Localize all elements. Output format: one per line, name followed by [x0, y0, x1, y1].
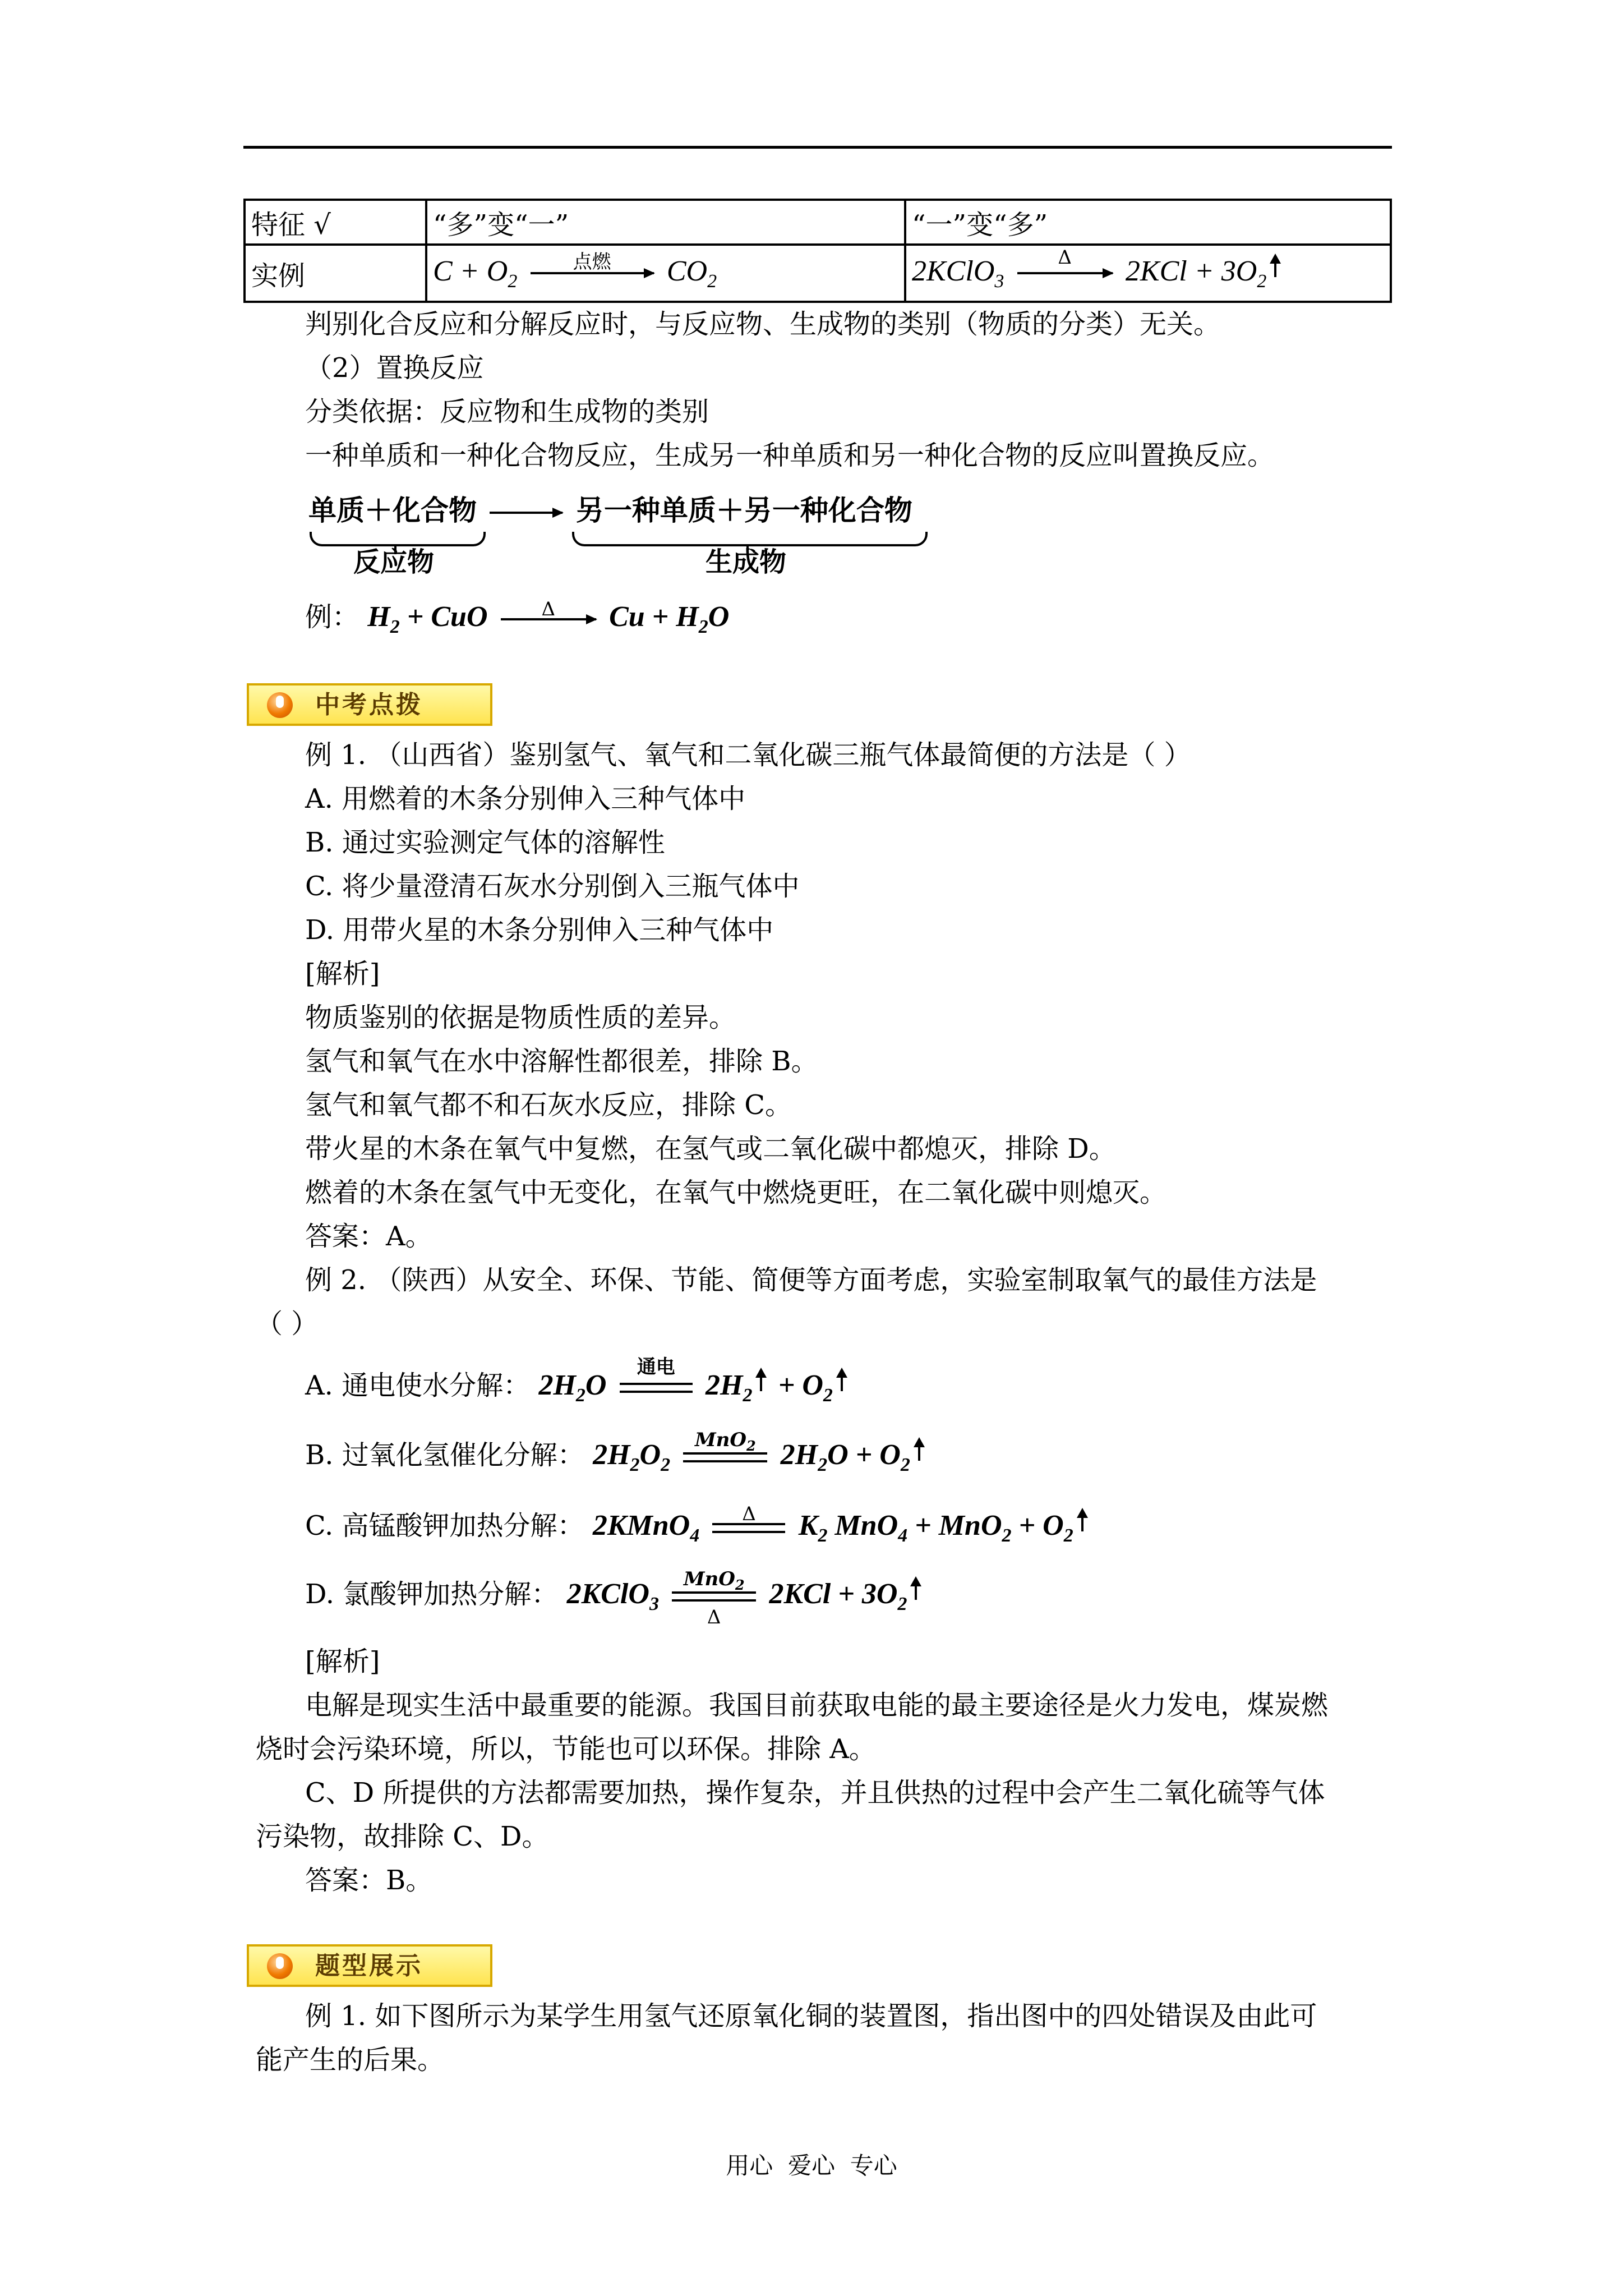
table-cell-decompose-feature: “一”变“多” — [905, 200, 1391, 245]
gas-up-arrow-icon — [918, 1439, 920, 1461]
brace-reactants — [310, 532, 486, 546]
classification-basis: 分类依据：反应物和生成物的类别 — [305, 396, 709, 427]
option-label: C. 高锰酸钾加热分解： — [305, 1510, 584, 1542]
bullet-icon — [267, 692, 293, 718]
question-3: 例 1. 如下图所示为某学生用氢气还原氧化铜的装置图，指出图中的四处错误及由此可 — [305, 2000, 1317, 2032]
section-banner-exam-tips — [247, 683, 492, 726]
banner-title: 中考点拨 — [315, 691, 423, 719]
reaction-comparison-table — [243, 199, 1392, 303]
analysis-line: 电解是现实生活中最重要的能源。我国目前获取电能的最主要途径是火力发电，煤炭燃 — [305, 1690, 1329, 1721]
reaction-condition: 点燃 — [573, 251, 611, 273]
table-cell-feature-label: 特征 √ — [245, 200, 426, 245]
option-c: C. 将少量澄清石灰水分别倒入三瓶气体中 — [305, 871, 800, 902]
scheme-products: 另一种单质＋另一种化合物 — [575, 494, 912, 527]
analysis-line: 烧时会污染环境，所以，节能也可以环保。排除 A。 — [256, 1733, 876, 1765]
equals-sign — [620, 1355, 693, 1393]
table-cell-example-label: 实例 — [245, 245, 426, 302]
table-cell-combine-equation: $C + O_2$ 点燃 $CO_2$ — [426, 245, 905, 302]
option-d: D. 氯酸钾加热分解： 2KClO$_3$ MnO$_2$ Δ $2KCl + 3O_2$ — [305, 1577, 917, 1621]
table-cell-decompose-equation: 2KClO$_3$ Δ $2KCl + 3O_2$ — [905, 245, 1391, 302]
gas-up-arrow-icon — [1274, 256, 1276, 277]
option-label: B. 过氧化氢催化分解： — [305, 1439, 584, 1471]
gas-up-arrow-icon — [841, 1370, 843, 1391]
option-b: B. 过氧化氢催化分解： $2H_2O_2$ MnO$_2$ $2H_2O + O_2$ — [305, 1438, 920, 1482]
equals-sign — [683, 1428, 767, 1462]
option-d: D. 用带火星的木条分别伸入三种气体中 — [305, 914, 774, 946]
analysis-line: 带火星的木条在氧气中复燃，在氢气或二氧化碳中都熄灭，排除 D。 — [305, 1133, 1116, 1165]
question-2: 例 2. （陕西）从安全、环保、节能、简便等方面考虑，实验室制取氧气的最佳方法是 — [305, 1264, 1317, 1296]
reaction-condition: Δ — [707, 1605, 721, 1628]
question-1: 例 1. （山西省）鉴别氢气、氧气和二氧化碳三瓶气体最简便的方法是（ ） — [305, 739, 1191, 771]
header-rule — [243, 146, 1392, 149]
answer: 答案：A。 — [305, 1221, 432, 1252]
reactants-label: 反应物 — [353, 546, 435, 578]
question-2-blank: （ ） — [256, 1308, 319, 1340]
option-label: A. 通电使水分解： — [305, 1370, 531, 1401]
reaction-condition: 通电 — [637, 1355, 675, 1378]
scheme-reactants: 单质＋化合物 — [308, 494, 477, 527]
arrow-icon — [531, 251, 654, 274]
analysis-heading: [解析] — [305, 958, 380, 990]
analysis-line: 氢气和氧气在水中溶解性都很差，排除 B。 — [305, 1046, 818, 1077]
analysis-heading: [解析] — [305, 1646, 380, 1677]
reaction-condition: Δ — [742, 1502, 756, 1525]
displacement-scheme — [308, 494, 912, 527]
option-a: A. 通电使水分解： $2H_2O$ 通电 $2H_2 + O_2$ — [305, 1369, 843, 1412]
reaction-condition: Δ — [1058, 246, 1072, 269]
gas-up-arrow-icon — [1081, 1510, 1083, 1531]
reaction-condition: MnO$_2$ — [695, 1428, 756, 1454]
analysis-line: 燃着的木条在氢气中无变化，在氧气中燃烧更旺，在二氧化碳中则熄灭。 — [305, 1177, 1167, 1208]
reaction-condition: Δ — [541, 597, 556, 620]
table-cell-combine-feature: “多”变“一” — [426, 200, 905, 245]
arrow-icon — [490, 512, 562, 514]
note-text: 判别化合反应和分解反应时，与反应物、生成物的类别（物质的分类）无关。 — [305, 309, 1221, 340]
equals-sign — [712, 1502, 785, 1533]
option-b: B. 通过实验测定气体的溶解性 — [305, 827, 665, 858]
subsection-title: （2）置换反应 — [305, 352, 484, 384]
page-footer: 用心 爱心 专心 — [726, 2152, 897, 2179]
arrow-icon — [1017, 246, 1113, 274]
option-label: D. 氯酸钾加热分解： — [305, 1579, 559, 1610]
arrow-icon — [501, 597, 596, 620]
option-c: C. 高锰酸钾加热分解： 2KMnO$_4$ Δ $K_2$ $MnO_4 + MnO_2 + O_2$ — [305, 1509, 1083, 1553]
analysis-line: C、D 所提供的方法都需要加热，操作复杂，并且供热的过程中会产生二氧化硫等气体 — [305, 1777, 1325, 1809]
analysis-line: 氢气和氧气都不和石灰水反应，排除 C。 — [305, 1089, 792, 1121]
question-3-cont: 能产生的后果。 — [256, 2044, 445, 2076]
analysis-line: 物质鉴别的依据是物质性质的差异。 — [305, 1002, 736, 1033]
gas-up-arrow-icon — [760, 1370, 762, 1391]
option-a: A. 用燃着的木条分别伸入三种气体中 — [305, 783, 746, 815]
analysis-line: 污染物，故排除 C、D。 — [256, 1821, 549, 1852]
example-prefix: 例： — [305, 601, 359, 633]
reaction-condition: MnO$_2$ — [683, 1567, 745, 1593]
equals-sign — [672, 1567, 756, 1628]
bullet-icon — [267, 1953, 293, 1979]
products-label: 生成物 — [706, 546, 787, 578]
brace-products — [572, 532, 928, 546]
example-equation: 例： $H_2$ + CuO Δ $Cu + H_2O$ — [305, 600, 729, 644]
section-banner-question-types — [247, 1944, 492, 1987]
definition-text: 一种单质和一种化合物反应，生成另一种单质和另一种化合物的反应叫置换反应。 — [305, 440, 1275, 471]
answer: 答案：B。 — [305, 1865, 433, 1896]
gas-up-arrow-icon — [915, 1579, 917, 1600]
banner-title: 题型展示 — [315, 1952, 423, 1980]
